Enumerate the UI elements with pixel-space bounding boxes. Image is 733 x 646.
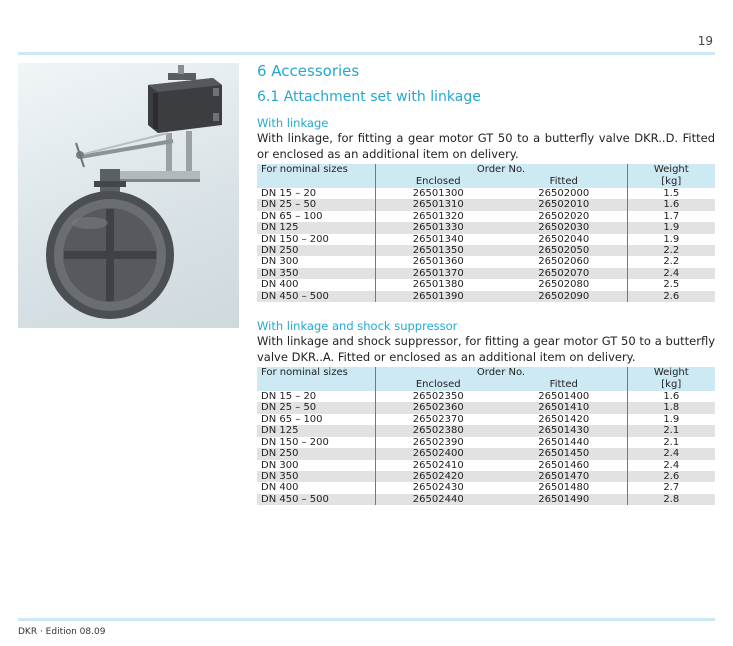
content-column: [257, 62, 715, 505]
enclosed-order-no-cell: 26501330: [375, 222, 501, 233]
table-row: [257, 448, 715, 459]
page-number: 19: [697, 34, 713, 48]
col-fitted: Fitted: [501, 379, 627, 391]
table-row: [257, 460, 715, 471]
table1-title: With linkage: [257, 116, 329, 130]
butterfly-valve-illustration: [18, 63, 239, 328]
nominal-size-cell: DN 250: [257, 448, 375, 459]
weight-cell: 2.8: [627, 494, 715, 505]
fitted-order-no-cell: 26502030: [501, 222, 627, 233]
weight-cell: 2.1: [627, 437, 715, 448]
col-enclosed: Enclosed: [375, 379, 501, 391]
enclosed-order-no-cell: 26501320: [375, 211, 501, 222]
table-row: [257, 291, 715, 302]
table-row: [257, 414, 715, 425]
footer-edition: DKR · Edition 08.09: [18, 627, 106, 637]
enclosed-order-no-cell: 26501310: [375, 199, 501, 210]
nominal-size-cell: DN 65 – 100: [261, 210, 323, 222]
enclosed-order-no-cell: 26502400: [375, 448, 501, 459]
nominal-size-cell: DN 125: [257, 222, 375, 233]
enclosed-order-no-cell: 26502380: [375, 425, 501, 436]
nominal-size-cell: DN 125: [257, 425, 375, 436]
fitted-order-no-cell: 26501420: [538, 413, 590, 425]
weight-cell: 2.5: [627, 279, 715, 290]
fitted-order-no-cell: 26501400: [538, 391, 590, 403]
col-order-no: Order No.: [375, 164, 627, 176]
fitted-order-no-cell: 26502040: [538, 233, 590, 245]
weight-cell: 2.2: [627, 256, 715, 267]
top-rule: [18, 52, 715, 55]
nominal-size-cell: DN 65 – 100: [261, 413, 323, 425]
fitted-order-no-cell: 26502080: [538, 279, 590, 291]
enclosed-order-no-cell: 26502390: [375, 437, 501, 448]
table2-description: With linkage and shock suppressor, for fitting a gear motor GT 50 to a butterfly valve DKR..A. Fitted or enclosed as an additional item on delivery.: [257, 334, 715, 365]
fitted-order-no-cell: 26501440: [538, 436, 590, 448]
table-row: [257, 211, 715, 222]
table-row: [257, 256, 715, 267]
enclosed-order-no-cell: 26502420: [375, 471, 501, 482]
table2-body: [257, 391, 715, 505]
table-row: [257, 494, 715, 505]
fitted-order-no-cell: 26502090: [501, 291, 627, 302]
fitted-order-no-cell: 26501480: [538, 482, 590, 494]
enclosed-order-no-cell: 26501390: [375, 291, 501, 302]
table2-header-row: [257, 367, 715, 379]
col-nominal-sizes: For nominal sizes: [257, 367, 375, 391]
table1-description: With linkage, for fitting a gear motor GT 50 to a butterfly valve DKR..D. Fitted or enclosed as an additional item on delivery.: [257, 131, 715, 161]
fitted-order-no-cell: 26501410: [501, 402, 627, 413]
table-row: [257, 268, 715, 279]
col-enclosed: Enclosed: [375, 176, 501, 188]
table-row: [257, 482, 715, 493]
table-row: [257, 402, 715, 413]
table-row: [257, 437, 715, 448]
table1-body: [257, 188, 715, 302]
weight-cell: 2.6: [627, 471, 715, 482]
nominal-size-cell: DN 450 – 500: [257, 291, 375, 302]
fitted-order-no-cell: 26502060: [538, 256, 590, 268]
bottom-rule: [18, 618, 715, 621]
nominal-size-cell: DN 150 – 200: [261, 436, 329, 448]
nominal-size-cell: DN 15 – 20: [261, 188, 317, 199]
weight-cell: 1.6: [627, 391, 715, 402]
weight-cell: 1.8: [627, 402, 715, 413]
weight-cell: 1.7: [627, 211, 715, 222]
enclosed-order-no-cell: 26501380: [375, 279, 501, 290]
table1: [257, 164, 715, 302]
weight-cell: 2.6: [627, 291, 715, 302]
enclosed-order-no-cell: 26501370: [375, 268, 501, 279]
weight-cell: 1.5: [627, 188, 715, 199]
table-row: [257, 425, 715, 436]
enclosed-order-no-cell: 26501300: [375, 188, 501, 199]
nominal-size-cell: DN 150 – 200: [261, 233, 329, 245]
nominal-size-cell: DN 25 – 50: [257, 199, 375, 210]
section-heading: 6 Accessories: [257, 62, 360, 80]
enclosed-order-no-cell: 26502360: [375, 402, 501, 413]
col-fitted: Fitted: [501, 176, 627, 188]
enclosed-order-no-cell: 26502350: [375, 391, 501, 402]
weight-cell: 2.4: [627, 268, 715, 279]
col-order-no: Order No.: [375, 367, 627, 379]
weight-cell: 2.2: [627, 245, 715, 256]
fitted-order-no-cell: 26502000: [538, 188, 590, 199]
fitted-order-no-cell: 26502020: [538, 210, 590, 222]
col-weight: Weight: [627, 164, 715, 176]
table-row: [257, 188, 715, 199]
enclosed-order-no-cell: 26501350: [375, 245, 501, 256]
nominal-size-cell: DN 450 – 500: [257, 494, 375, 505]
nominal-size-cell: DN 15 – 20: [261, 391, 317, 403]
table-row: [257, 234, 715, 245]
col-weight-unit: [kg]: [627, 176, 715, 188]
table-row: [257, 279, 715, 290]
weight-cell: 2.1: [627, 425, 715, 436]
weight-cell: 2.4: [627, 460, 715, 471]
weight-cell: 1.9: [627, 414, 715, 425]
table1-header-row: [257, 164, 715, 176]
nominal-size-cell: DN 300: [261, 459, 299, 471]
col-weight: Weight: [627, 367, 715, 379]
fitted-order-no-cell: 26502050: [501, 245, 627, 256]
weight-cell: 1.6: [627, 199, 715, 210]
enclosed-order-no-cell: 26501340: [375, 234, 501, 245]
nominal-size-cell: DN 250: [257, 245, 375, 256]
nominal-size-cell: DN 350: [257, 471, 375, 482]
weight-cell: 1.9: [627, 234, 715, 245]
fitted-order-no-cell: 26501430: [501, 425, 627, 436]
fitted-order-no-cell: 26501490: [501, 494, 627, 505]
nominal-size-cell: DN 350: [257, 268, 375, 279]
nominal-size-cell: DN 400: [261, 482, 299, 494]
table-row: [257, 471, 715, 482]
table-row: [257, 222, 715, 233]
enclosed-order-no-cell: 26502440: [375, 494, 501, 505]
nominal-size-cell: DN 25 – 50: [257, 402, 375, 413]
weight-cell: 2.4: [627, 448, 715, 459]
nominal-size-cell: DN 300: [261, 256, 299, 268]
nominal-size-cell: DN 400: [261, 279, 299, 291]
enclosed-order-no-cell: 26502410: [375, 460, 501, 471]
fitted-order-no-cell: 26501450: [501, 448, 627, 459]
product-photo: [18, 63, 239, 328]
fitted-order-no-cell: 26502070: [501, 268, 627, 279]
fitted-order-no-cell: 26501470: [501, 471, 627, 482]
table2-title: With linkage and shock suppressor: [257, 319, 458, 334]
col-weight-unit: [kg]: [627, 379, 715, 391]
table-row: [257, 199, 715, 210]
col-nominal-sizes: For nominal sizes: [257, 164, 375, 188]
table-row: [257, 245, 715, 256]
enclosed-order-no-cell: 26501360: [375, 256, 501, 267]
fitted-order-no-cell: 26501460: [538, 459, 590, 471]
fitted-order-no-cell: 26502010: [501, 199, 627, 210]
weight-cell: 2.7: [627, 482, 715, 493]
enclosed-order-no-cell: 26502370: [375, 414, 501, 425]
table-row: [257, 391, 715, 402]
table2: [257, 367, 715, 505]
subsection-heading: 6.1 Attachment set with linkage: [257, 89, 481, 105]
weight-cell: 1.9: [627, 222, 715, 233]
enclosed-order-no-cell: 26502430: [375, 482, 501, 493]
